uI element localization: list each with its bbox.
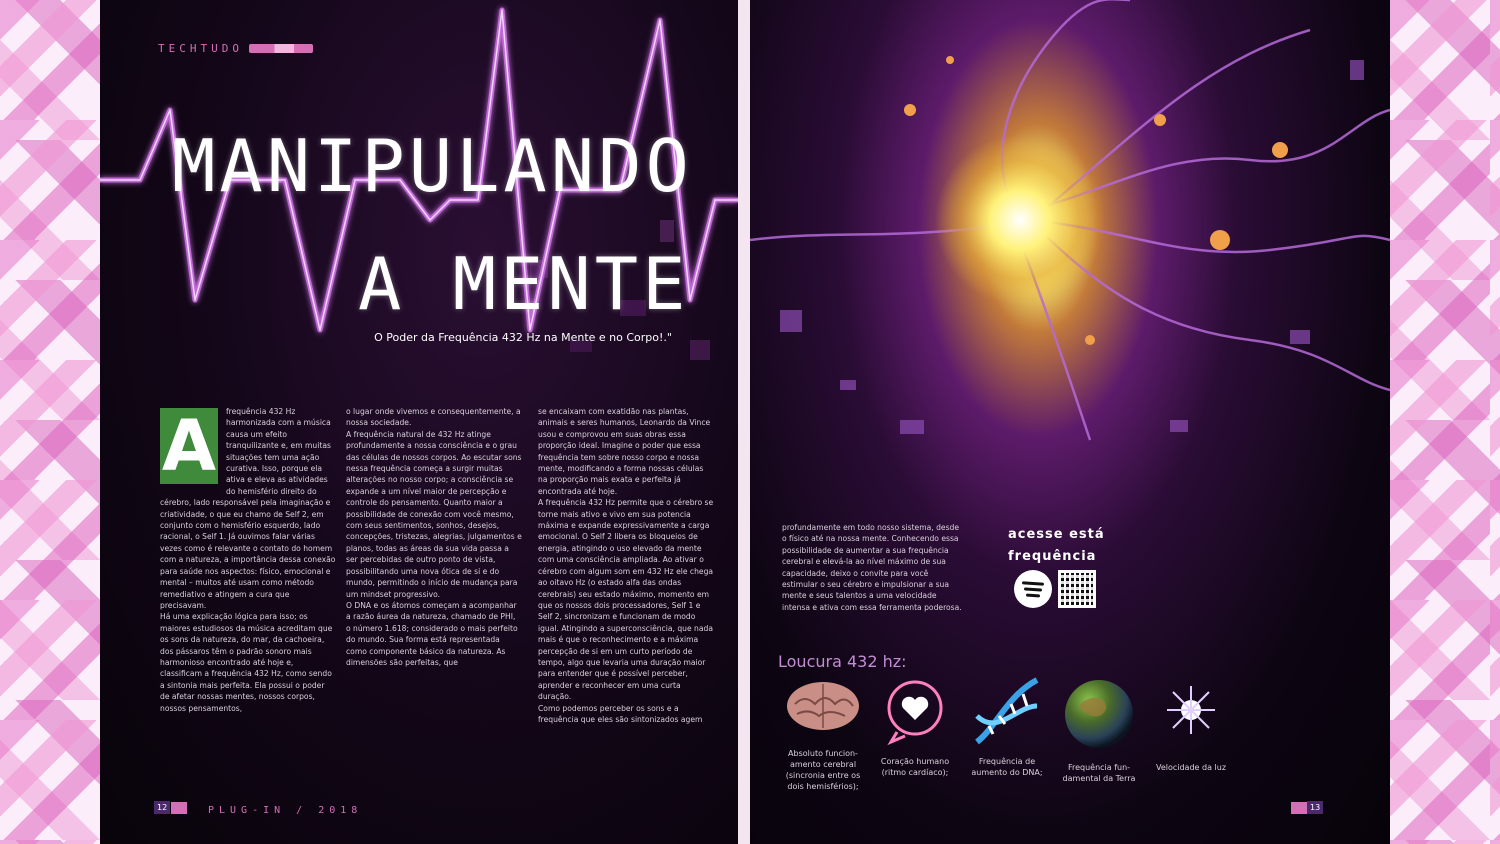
folio-accent (1291, 802, 1307, 814)
magazine-footer: PLUG-IN / 2018 (208, 805, 363, 816)
qr-code-icon[interactable] (1058, 570, 1096, 608)
left-decorative-margin (0, 0, 100, 844)
brain-icon (783, 676, 863, 738)
headline-line-2: A MENTE (358, 242, 690, 326)
right-page (750, 0, 1390, 844)
right-decorative-margin (1390, 0, 1500, 844)
paragraph: frequência 432 Hz harmonizada com a música causa um efeito tranquilizante e, em muitas situações tem uma ação curativa. Isso, porque ela ativa e eleva as atividades do hemisfério direito do cérebro, lado responsável pela imaginação e criatividade, o que eu chamo de Self 2, em conjunto com o hemisfério esquerdo, lado racional, o Self 1. Já ouvimos falar várias vezes como é relevante o contato do homem com a natureza, a importância dessa conexão para saúde nos aspectos: físico, emocional e mental – muitos até usam como método remediativo e atingem a cura que precisavam. (160, 407, 336, 610)
access-line-2: frequência (1008, 549, 1097, 564)
energy-burst-graphic (750, 0, 1390, 520)
spread-gutter (738, 0, 750, 844)
fact-item (870, 676, 960, 778)
access-callout (1008, 524, 1118, 568)
page-number-badge (1290, 801, 1323, 814)
fact-caption: Frequência fun-damental da Terra (1062, 763, 1136, 783)
spotify-icon[interactable] (1014, 570, 1052, 608)
plug-icon (249, 44, 313, 53)
fact-item (1146, 676, 1236, 773)
brand-name: TECHTUDO (158, 42, 243, 55)
paragraph: o lugar onde vivemos e consequentemente, a nossa sociedade. (346, 407, 521, 428)
subtitle: O Poder da Frequência 432 Hz na Mente e no Corpo!." (374, 331, 672, 344)
page-number-badge (154, 801, 187, 814)
fact-caption: Coração humano (ritmo cardíaco); (880, 757, 950, 777)
heart-icon (875, 676, 955, 746)
fact-item (1054, 676, 1144, 784)
folio-accent (171, 802, 187, 814)
paragraph: Há uma explicação lógica para isso; os maiores estudiosos da música acreditam que os sons da natureza, do mar, da cachoeira, dos pássaros têm o padrão sonoro mais harmonioso encontrado até hoje e, classificam a frequência 432 Hz, como sendo a sintonia mais perfeita. Ela possui o poder de afetar nossas mentes, nossos corpos, nossos pensamentos, (160, 612, 333, 713)
section-title: Loucura 432 hz: (778, 652, 907, 671)
access-line-1: acesse está (1008, 527, 1105, 542)
earth-icon (1059, 676, 1139, 752)
dna-icon (967, 676, 1047, 746)
page-number: 13 (1307, 801, 1323, 814)
article-column-1 (160, 406, 336, 714)
light-icon (1151, 676, 1231, 752)
paragraph: O DNA e os átomos começam a acompanhar a razão áurea da natureza, chamado de PHI, o número 1.618; considerado o mais perfeito do mundo. Sua forma está representada como componente básico da natureza. As dimensões são perfeitas, que (346, 600, 518, 667)
fact-item (778, 676, 868, 792)
brand-logo (158, 42, 313, 55)
pulse-line-graphic (100, 0, 738, 420)
fact-item (962, 676, 1052, 778)
drop-cap: A (161, 405, 217, 487)
paragraph: Como podemos perceber os sons e a frequência que eles são sintonizados agem (538, 703, 703, 724)
article-column-3 (538, 406, 714, 725)
paragraph: se encaixam com exatidão nas plantas, animais e seres humanos, Leonardo da Vince usou e comprovou em suas obras essa proporção ideal. Imagine o poder que essa frequência tem sobre nosso corpo e nossa mente, modificando a forma nossas células na proporção mais exata e perfeita já encontrada até hoje. (538, 407, 711, 496)
fact-caption: Absoluto funcion-amento cerebral (sincronia entre os dois hemisférios); (785, 749, 861, 791)
article-continuation: profundamente em todo nosso sistema, desde o físico até na nossa mente. Conhecendo essa possibilidade de aumentar a sua frequência cerebral e elevá-la ao nível máximo de sua capacidade, deixo o convite para você estimular o seu cérebro e impulsionar a sua mente e seus talentos a uma velocidade intensa e ativa com essa ferramenta poderosa. (782, 523, 962, 612)
page-number: 12 (154, 801, 170, 814)
headline-line-1: MANIPULANDO (172, 124, 693, 208)
fact-caption: Frequência de aumento do DNA; (971, 757, 1043, 777)
paragraph: A frequência natural de 432 Hz atinge profundamente a nossa consciência e o grau das células de nossos corpos. Ao escutar sons nessa frequência começa a surgir muitas alterações no nosso corpo; a consciência se expande a um nível maior de percepção e controle do pensamento. Quanto maior a possibilidade de conexão com você mesmo, com seus sentimentos, sonhos, desejos, concepções, tristezas, alegrias, julgamentos e planos, todas as áreas da sua vida passa a ser percebidas de outro ponto de vista, possibilitando uma nova ótica de si e do mundo, permitindo o início de mudança para um mindset progressivo. (346, 429, 522, 599)
paragraph: A frequência 432 Hz permite que o cérebro se torne mais ativo e vivo em sua potencia máxima e expande expressivamente a carga emocional. O Self 2 libera os bloqueios de energia, atingindo o uso elevado da mente com uma consciência ampliada. Ao ativar o cérebro com algum som em 432 Hz ele chega ao oitavo Hz (o estado alfa das ondas cerebrais) seu estado máximo, momento em que os nossos dois processadores, Self 1 e Self 2, sincronizam e funcionam de modo igual. Atingindo a superconsciência, que nada mais é que o reconhecimento e a máxima percepção de si em um curto período de tempo, algo que levaria uma duração maior para entender que é possível perceber, aprender e reconhecer em uma curta duração. (538, 498, 714, 702)
left-page (100, 0, 738, 844)
access-links (1014, 570, 1096, 608)
fact-caption: Velocidade da luz (1155, 763, 1227, 772)
frequency-facts-row (778, 676, 1248, 806)
article-column-2 (346, 406, 522, 668)
